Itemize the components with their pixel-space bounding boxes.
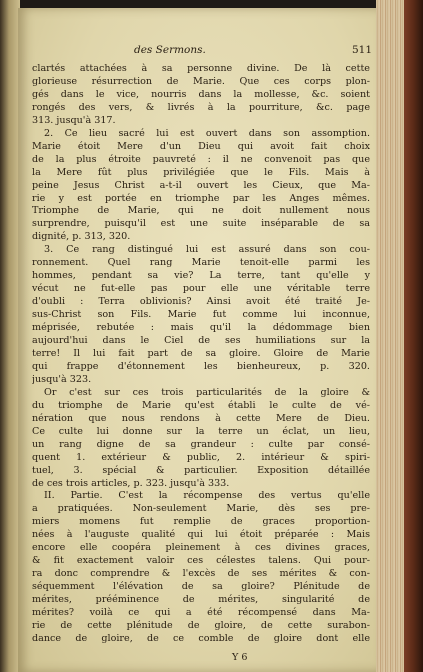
facing-page-edge xyxy=(0,0,20,672)
running-head xyxy=(32,44,372,62)
text-line: hommes, pendant sa vie? La terre, tant qu'elle y xyxy=(32,270,370,282)
text-line: surprendre, puisqu'il est une suite inséparable de sa xyxy=(32,218,370,230)
text-line: a pratiquées. Non-seulement Marie, dès ses pre- xyxy=(32,503,370,515)
text-line: d'oubli : Terra oblivionis? Ainsi avoit été traité Je- xyxy=(32,296,370,308)
page-number: 511 xyxy=(351,44,372,56)
text-line: Ce culte lui donne sur la terre un éclat, un lieu, xyxy=(32,425,370,437)
text-line: jusqu'à 323. xyxy=(32,373,92,385)
text-line: méprisée, rebutée : mais qu'il la dédommage bien xyxy=(32,322,370,334)
text-line: 313. jusqu'à 317. xyxy=(32,114,116,126)
text-line: rie de cette plénitude de gloire, de cette surabon- xyxy=(32,619,370,631)
text-line: sus-Christ son Fils. Marie fut comme lui inconnue, xyxy=(32,309,370,321)
text-line: un rang digne de sa grandeur : culte par consé- xyxy=(32,438,370,450)
text-line: mérites? voilà ce qui a été récompensé dans Ma- xyxy=(32,607,370,619)
text-line: quent 1. extérieur & public, 2. intérieur & spiri- xyxy=(32,451,370,463)
text-line: de la plus étroite pauvreté : il ne convenoit pas que xyxy=(32,153,370,165)
text-line: Marie étoit Mere d'un Dieu qui avoit fait choix xyxy=(32,140,370,152)
text-line: glorieuse résurrection de Marie. Que ces corps plon- xyxy=(32,75,370,87)
text-line: rie y est portée en triomphe par les Anges mêmes. xyxy=(32,192,370,204)
running-title: des Sermons. xyxy=(134,44,206,56)
book-cover-edge xyxy=(404,0,423,672)
text-line: mérites, prééminence de mérites, singularité de xyxy=(32,594,370,606)
text-line: nération que nous rendons à cette Mere de Dieu. xyxy=(32,412,370,424)
text-line: miers momens fut remplie de graces proportion- xyxy=(32,516,370,528)
text-line: 3. Ce rang distingué lui est assuré dans son cou- xyxy=(44,244,370,256)
body-text xyxy=(32,63,370,646)
text-line: Or c'est sur ces trois particularités de la gloire & xyxy=(44,386,370,398)
text-line: dance de gloire, de ce comble de gloire dont elle xyxy=(32,632,370,644)
text-line: la Mere fût plus privilégiée que le Fils. Mais à xyxy=(32,166,370,178)
text-line: encore elle coopéra pleinement à ces divines graces, xyxy=(32,542,370,554)
text-line: clartés attachées à sa personne divine. De là cette xyxy=(32,63,370,74)
text-line: peine Jesus Christ a-t-il ouvert les Cieux, que Ma- xyxy=(32,179,370,191)
text-line: gés dans le vice, nourris dans la mollesse, &c. soient xyxy=(32,88,370,100)
text-line: ra donc comprendre & l'excès de ses mérites & con- xyxy=(32,568,370,580)
text-line: & fit exactement valoir ces célestes talens. Qui pour- xyxy=(32,555,370,567)
text-line: rongés des vers, & livrés à la pourriture, &c. page xyxy=(32,101,370,113)
text-line: Triomphe de Marie, qui ne doit nullement nous xyxy=(32,205,370,217)
text-line: ronnement. Quel rang Marie tenoit-elle parmi les xyxy=(32,257,370,269)
text-line: vécut ne fut-elle pas pour elle une véritable terre xyxy=(32,283,370,295)
text-line: nées à l'auguste qualité qui lui étoit préparée : Mais xyxy=(32,529,370,541)
text-line: tuel, 3. spécial & particulier. Exposition détaillée xyxy=(32,464,370,476)
text-line: séquemment l'élévation de sa gloire? Plénitude de xyxy=(32,581,370,593)
text-line: qui frappe d'étonnement les bienheureux, p. 320. xyxy=(32,360,370,372)
text-line: terre! Il lui fait part de sa gloire. Gloire de Marie xyxy=(32,347,370,359)
text-line: 2. Ce lieu sacré lui est ouvert dans son assomption. xyxy=(44,127,370,139)
text-line: dignité, p. 313, 320. xyxy=(32,231,131,243)
text-line: du triomphe de Marie qu'est établi le culte de vé- xyxy=(32,399,370,411)
signature-mark: Y 6 xyxy=(232,652,248,663)
text-line: de ces trois articles, p. 323. jusqu'à 333. xyxy=(32,477,230,489)
text-line: aujourd'hui dans le Ciel de ses humiliations sur la xyxy=(32,335,370,347)
text-line: II. Partie. C'est la récompense des vertus qu'elle xyxy=(44,490,370,502)
